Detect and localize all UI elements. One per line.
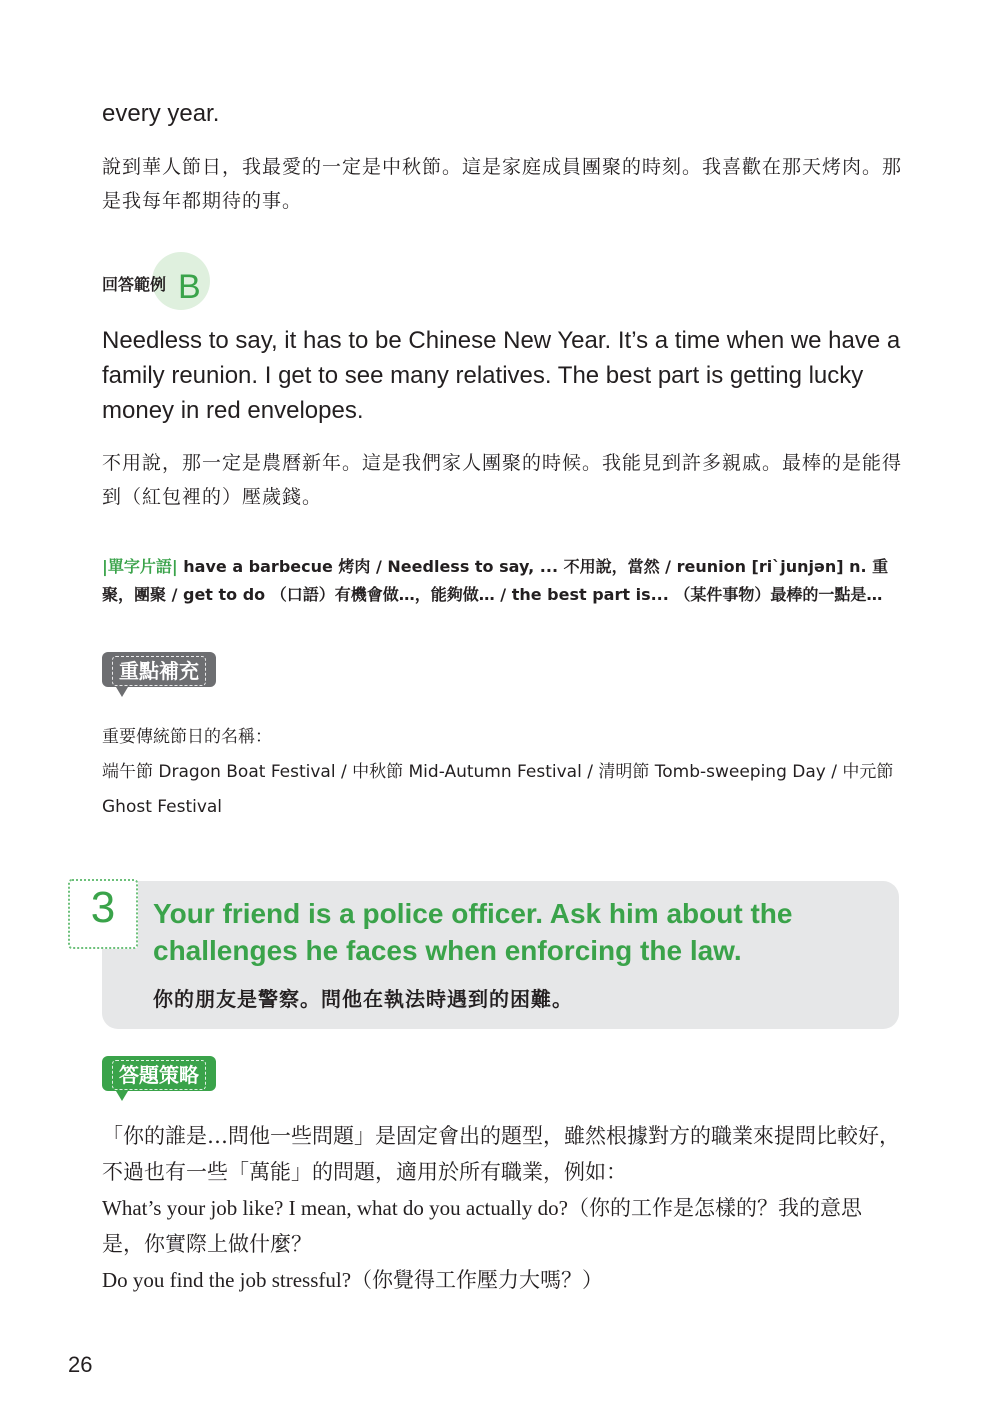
strategy-example-1: What’s your job like? I mean, what do you actually do?（你的工作是怎樣的？我的意思是，你實際上做什麼？: [102, 1196, 862, 1256]
question-number-badge: [68, 879, 138, 949]
vocabulary-box: [102, 553, 902, 609]
page-number: 26: [68, 1352, 93, 1377]
intro-en-tail: every year.: [102, 100, 220, 127]
answer-b-chinese: 不用說，那一定是農曆新年。這是我們家人團聚的時候。我能見到許多親戚。最棒的是能得到（紅包裡的）壓歲錢。: [102, 452, 903, 508]
answer-b-english: Needless to say, it has to be Chinese New Year. It’s a time when we have a family reunion. I get to see many relatives. The best part is getting lucky money in red envelopes.: [102, 327, 901, 424]
supplement-tag-pointer: [116, 687, 128, 697]
supplement-line-2: 端午節 Dragon Boat Festival / 中秋節 Mid-Autumn Festival / 清明節 Tomb-sweeping Day / 中元節 Ghost Festival: [102, 762, 894, 817]
answer-b-label-text: 回答範例: [102, 275, 167, 294]
vocabulary-tag: |單字片語|: [102, 557, 178, 576]
supplement-content: [102, 720, 902, 825]
strategy-tag-pointer: [116, 1091, 128, 1101]
question-english: Your friend is a police officer. Ask him about the challenges he faces when enforcing the law.: [153, 898, 793, 966]
question-number: 3: [90, 883, 116, 932]
answer-b-letter: B: [178, 268, 201, 306]
strategy-example-2: Do you find the job stressful?（你覺得工作壓力大嗎？）: [102, 1268, 604, 1292]
supplement-line-1: 重要傳統節日的名稱：: [102, 727, 272, 747]
strategy-tag: [102, 1056, 216, 1091]
question-chinese: 你的朋友是警察。問他在執法時遇到的困難。: [153, 987, 573, 1011]
supplement-tag: [102, 652, 216, 687]
strategy-tag-label: 答題策略: [112, 1060, 206, 1090]
vocabulary-text: have a barbecue 烤肉 / Needless to say, ... 不用說，當然 / reunion [ri`junjən] n. 重聚，團聚 / get to do （口語）有機會做…，能夠做… / the best part is... （某件事物）最棒的一點是…: [102, 557, 889, 604]
intro-zh-translation: 說到華人節日，我最愛的一定是中秋節。這是家庭成員團聚的時刻。我喜歡在那天烤肉。那是我每年都期待的事。: [102, 156, 903, 212]
strategy-paragraph-1: 「你的誰是…問他一些問題」是固定會出的題型，雖然根據對方的職業來提問比較好，不過也有一些「萬能」的問題，適用於所有職業，例如：: [102, 1124, 900, 1184]
strategy-content: [102, 1118, 902, 1298]
supplement-tag-label: 重點補充: [112, 656, 206, 686]
